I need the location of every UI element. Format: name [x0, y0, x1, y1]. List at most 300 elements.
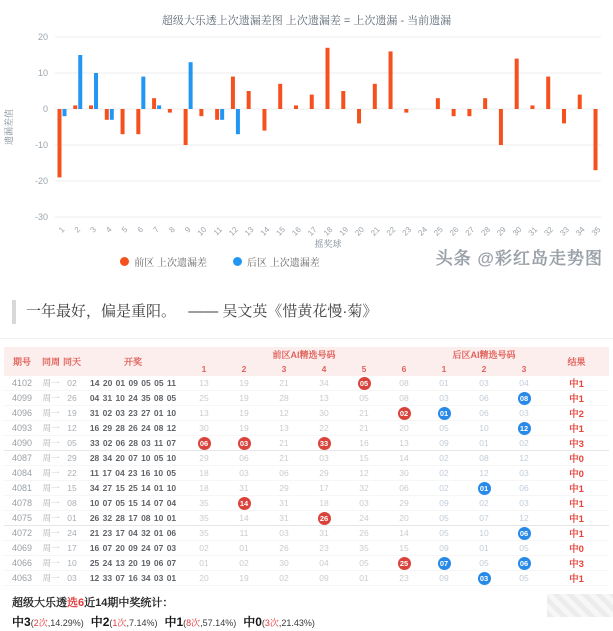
- watermark: 头条 @彩红岛走势图: [435, 249, 603, 268]
- chart-bar: [168, 109, 172, 113]
- stat-item: 中3(2次,14.29%): [12, 615, 84, 629]
- front-hit-badge: 02: [398, 407, 411, 420]
- draw-cell: 26 32 28 17 08 10 01: [82, 511, 184, 526]
- chart-bar: [515, 59, 519, 109]
- front-ai-cell: [384, 556, 424, 571]
- front-ai-cell: 03: [304, 451, 344, 466]
- chart-bar: [199, 109, 203, 116]
- quote-block: [12, 300, 601, 324]
- draw-cell: 28 34 20 07 10 05 10: [82, 451, 184, 466]
- front-ai-cell: [184, 436, 224, 451]
- front-ai-cell: 19: [224, 376, 264, 391]
- chart-bar: [121, 109, 125, 134]
- x-tick-label: 11: [211, 225, 225, 238]
- x-tick-label: 25: [432, 225, 445, 238]
- result-cell: 中3: [544, 556, 609, 571]
- result-cell: 中1: [544, 511, 609, 526]
- x-tick-label: 16: [290, 225, 303, 238]
- x-axis-label: 摇奖球: [314, 239, 342, 249]
- x-tick-label: 28: [479, 225, 493, 238]
- result-cell: 中1: [544, 481, 609, 496]
- week-cell: 周一: [40, 391, 62, 406]
- front-ai-cell: 09: [304, 571, 344, 586]
- omission-diff-chart-section: [0, 0, 613, 288]
- y-tick-label: 20: [37, 32, 48, 42]
- stats-title-pick6: 选6: [67, 597, 85, 609]
- back-ai-cell: 09: [424, 496, 464, 511]
- front-ai-cell: 30: [384, 466, 424, 481]
- front-ai-cell: 01: [184, 556, 224, 571]
- back-ai-cell: 09: [424, 436, 464, 451]
- stat-item: 中0(3次,21.43%): [243, 615, 315, 629]
- col-group-back-ai: 后区AI精选号码: [424, 347, 544, 362]
- back-ai-cell: 05: [504, 571, 544, 586]
- back-ai-cell: 02: [464, 496, 504, 511]
- day-cell: 05: [62, 436, 82, 451]
- front-ai-cell: [224, 496, 264, 511]
- chart-bar: [326, 48, 330, 109]
- front-ai-cell: 24: [344, 511, 384, 526]
- draw-cell: 11 17 04 23 16 10 05: [82, 466, 184, 481]
- issue-cell: 4102: [4, 376, 40, 391]
- front-ai-cell: 22: [304, 421, 344, 436]
- issue-cell: 4078: [4, 496, 40, 511]
- table-row: [4, 511, 609, 526]
- chart-bar: [231, 77, 235, 109]
- front-hit-badge: 33: [318, 437, 331, 450]
- back-ai-cell: 03: [464, 376, 504, 391]
- front-ai-cell: 15: [384, 541, 424, 556]
- table-row: [4, 436, 609, 451]
- chart-bar: [215, 109, 219, 120]
- table-row: [4, 421, 609, 436]
- chart-bar: [157, 105, 161, 109]
- front-ai-cell: 19: [224, 406, 264, 421]
- front-ai-cell: 19: [224, 421, 264, 436]
- back-ai-cell: [504, 526, 544, 541]
- result-cell: 中0: [544, 466, 609, 481]
- chart-bar: [141, 77, 145, 109]
- front-ai-cell: 21: [264, 451, 304, 466]
- draw-cell: 33 02 06 28 03 11 07: [82, 436, 184, 451]
- chart-bar: [58, 109, 62, 177]
- draw-cell: 10 07 05 15 14 07 04: [82, 496, 184, 511]
- front-ai-cell: 29: [264, 481, 304, 496]
- chart-bar: [499, 109, 503, 145]
- front-ai-cell: 29: [184, 451, 224, 466]
- col-header-draw: 开奖: [82, 347, 184, 376]
- draw-cell: 31 02 03 23 27 01 10: [82, 406, 184, 421]
- back-subcol-header: 2: [464, 362, 504, 376]
- day-cell: 02: [62, 376, 82, 391]
- chart-bar: [247, 91, 251, 109]
- day-cell: 10: [62, 556, 82, 571]
- back-hit-badge: 01: [438, 407, 451, 420]
- back-ai-cell: 05: [424, 526, 464, 541]
- x-tick-label: 35: [589, 225, 603, 238]
- quote-attribution: —— 吴文英《惜黄花慢·菊》: [188, 303, 378, 320]
- back-ai-cell: 09: [424, 571, 464, 586]
- x-tick-label: 21: [369, 225, 382, 238]
- chart-bar: [546, 77, 550, 109]
- front-subcol-header: 1: [184, 362, 224, 376]
- stat-item: 中1(8次,57.14%): [164, 615, 237, 629]
- x-tick-label: 1: [56, 225, 67, 235]
- chart-bar: [63, 109, 67, 116]
- front-ai-cell: 23: [384, 571, 424, 586]
- week-cell: 周一: [40, 541, 62, 556]
- legend-item-front[interactable]: [120, 254, 207, 269]
- day-cell: 29: [62, 451, 82, 466]
- front-ai-cell: 08: [384, 376, 424, 391]
- back-ai-cell: 05: [504, 541, 544, 556]
- week-cell: 周一: [40, 526, 62, 541]
- x-tick-label: 23: [400, 225, 414, 238]
- back-hit-badge: 01: [478, 482, 491, 495]
- back-ai-cell: 07: [464, 511, 504, 526]
- issue-cell: 4090: [4, 436, 40, 451]
- front-hit-badge: 25: [398, 557, 411, 570]
- y-tick-label: -20: [34, 176, 48, 186]
- x-tick-label: 7: [151, 225, 162, 235]
- table-row: [4, 481, 609, 496]
- issue-cell: 4096: [4, 406, 40, 421]
- watermark-mosaic: [547, 594, 613, 617]
- front-ai-cell: 26: [264, 541, 304, 556]
- week-cell: 周一: [40, 571, 62, 586]
- table-row: [4, 376, 609, 391]
- back-ai-cell: 03: [504, 406, 544, 421]
- back-ai-cell: [504, 556, 544, 571]
- divider: [0, 338, 613, 339]
- front-ai-cell: 05: [344, 556, 384, 571]
- chart-bar: [262, 109, 266, 131]
- front-ai-cell: 26: [344, 526, 384, 541]
- chart-bar: [220, 109, 224, 120]
- x-tick-label: 12: [227, 225, 240, 238]
- front-ai-cell: 12: [264, 406, 304, 421]
- front-ai-cell: 03: [344, 496, 384, 511]
- stats-title-prefix: 超级大乐透: [12, 597, 67, 609]
- result-cell: 中1: [544, 421, 609, 436]
- chart-bar: [389, 51, 393, 109]
- front-hit-badge: 03: [238, 437, 251, 450]
- back-ai-cell: 02: [504, 436, 544, 451]
- back-ai-cell: 09: [424, 541, 464, 556]
- front-ai-cell: 13: [384, 436, 424, 451]
- back-ai-cell: 02: [424, 451, 464, 466]
- chart-title: 超级大乐透上次遗漏差图 上次遗漏差 = 上次遗漏 - 当前遗漏: [161, 15, 452, 27]
- table-row: [4, 466, 609, 481]
- front-ai-cell: [344, 376, 384, 391]
- draw-cell: 21 23 17 04 32 01 06: [82, 526, 184, 541]
- draw-cell: 25 24 13 20 19 06 07: [82, 556, 184, 571]
- x-tick-label: 26: [447, 225, 461, 238]
- chart-bar: [373, 84, 377, 109]
- front-series-dot-icon: [120, 257, 129, 266]
- day-cell: 01: [62, 511, 82, 526]
- back-ai-cell: 12: [504, 511, 544, 526]
- front-hit-badge: 05: [358, 377, 371, 390]
- back-ai-cell: 12: [504, 451, 544, 466]
- back-ai-cell: 06: [464, 391, 504, 406]
- day-cell: 22: [62, 466, 82, 481]
- day-cell: 15: [62, 481, 82, 496]
- issue-cell: 4069: [4, 541, 40, 556]
- chart-bar: [294, 105, 298, 109]
- front-ai-cell: 13: [304, 391, 344, 406]
- quote-text: 一年最好，偏是重阳。: [26, 303, 177, 320]
- result-cell: 中0: [544, 451, 609, 466]
- front-ai-cell: 30: [184, 421, 224, 436]
- chart-bar: [530, 105, 534, 109]
- result-cell: 中3: [544, 436, 609, 451]
- table-row: [4, 571, 609, 586]
- front-ai-cell: 02: [264, 571, 304, 586]
- chart-bar: [110, 109, 114, 120]
- x-tick-label: 29: [495, 225, 508, 238]
- x-tick-label: 3: [88, 225, 98, 235]
- front-ai-cell: 06: [264, 466, 304, 481]
- table-row: [4, 391, 609, 406]
- result-cell: 中1: [544, 496, 609, 511]
- back-ai-cell: 02: [424, 466, 464, 481]
- chart-bar: [404, 109, 408, 113]
- back-hit-badge: 07: [438, 557, 451, 570]
- front-ai-cell: 08: [384, 391, 424, 406]
- draw-cell: 04 31 10 24 35 08 05: [82, 391, 184, 406]
- stats-title: [12, 594, 613, 610]
- x-tick-label: 2: [72, 225, 83, 235]
- x-tick-label: 10: [195, 225, 209, 238]
- front-ai-cell: 21: [264, 436, 304, 451]
- back-ai-cell: [464, 481, 504, 496]
- front-ai-cell: [224, 436, 264, 451]
- back-hit-badge: 12: [518, 422, 531, 435]
- front-ai-cell: 29: [304, 466, 344, 481]
- back-subcol-header: 3: [504, 362, 544, 376]
- legend-label-back: 后区 上次遗漏差: [247, 258, 320, 269]
- front-ai-cell: 35: [184, 526, 224, 541]
- front-ai-cell: 25: [184, 391, 224, 406]
- chart-bar: [278, 84, 282, 109]
- back-ai-cell: [424, 556, 464, 571]
- week-cell: 周一: [40, 421, 62, 436]
- front-ai-cell: 19: [224, 391, 264, 406]
- stat-item: 中2(1次,7.14%): [90, 615, 158, 629]
- front-hit-badge: 26: [318, 512, 331, 525]
- draw-cell: 16 07 20 09 24 07 03: [82, 541, 184, 556]
- front-ai-cell: 32: [344, 481, 384, 496]
- issue-cell: 4075: [4, 511, 40, 526]
- back-ai-cell: 03: [504, 496, 544, 511]
- week-cell: 周一: [40, 406, 62, 421]
- chart-bar: [310, 95, 314, 109]
- day-cell: 19: [62, 406, 82, 421]
- y-tick-label: -30: [34, 212, 48, 222]
- back-ai-cell: 06: [504, 481, 544, 496]
- x-tick-label: 8: [167, 225, 177, 235]
- front-ai-cell: 19: [224, 571, 264, 586]
- front-hit-badge: 06: [198, 437, 211, 450]
- front-ai-cell: 01: [344, 571, 384, 586]
- chart-bar: [152, 98, 156, 109]
- front-ai-cell: 31: [264, 496, 304, 511]
- front-ai-cell: 18: [184, 466, 224, 481]
- back-ai-cell: 02: [424, 481, 464, 496]
- front-ai-cell: 20: [184, 571, 224, 586]
- back-ai-cell: 03: [504, 466, 544, 481]
- week-cell: 周一: [40, 451, 62, 466]
- front-ai-cell: 01: [224, 541, 264, 556]
- front-subcol-header: 4: [304, 362, 344, 376]
- back-hit-badge: 06: [518, 527, 531, 540]
- front-ai-cell: 06: [384, 481, 424, 496]
- chart-bar: [89, 105, 93, 109]
- table-row: [4, 556, 609, 571]
- x-tick-label: 33: [558, 225, 571, 238]
- chart-bar: [189, 62, 193, 109]
- back-ai-cell: 05: [464, 556, 504, 571]
- front-ai-cell: 34: [304, 376, 344, 391]
- chart-bar: [341, 91, 345, 109]
- chart-bar: [94, 73, 98, 109]
- chart-bar: [136, 109, 140, 134]
- front-ai-cell: 02: [224, 556, 264, 571]
- day-cell: 08: [62, 496, 82, 511]
- back-ai-cell: 03: [424, 391, 464, 406]
- result-cell: 中1: [544, 376, 609, 391]
- x-tick-label: 30: [510, 225, 524, 238]
- draw-cell: 14 20 01 09 05 05 11: [82, 376, 184, 391]
- front-ai-cell: [384, 406, 424, 421]
- y-axis-label: 遗漏差值: [4, 108, 14, 146]
- col-header-day: 同天: [62, 347, 82, 376]
- week-cell: 周一: [40, 481, 62, 496]
- x-tick-label: 18: [321, 225, 335, 238]
- chart-bar: [562, 109, 566, 123]
- front-ai-cell: 17: [304, 481, 344, 496]
- stats-title-suffix: 近14期中奖统计：: [84, 597, 174, 609]
- front-ai-cell: 03: [224, 466, 264, 481]
- result-cell: 中0: [544, 541, 609, 556]
- chart-bar: [578, 95, 582, 109]
- chart-bar: [467, 109, 471, 116]
- result-cell: 中1: [544, 526, 609, 541]
- issue-cell: 4081: [4, 481, 40, 496]
- col-header-result: 结果: [544, 347, 609, 376]
- table-row: [4, 406, 609, 421]
- x-tick-label: 22: [384, 225, 398, 238]
- x-tick-label: 34: [573, 225, 587, 238]
- back-ai-cell: 01: [464, 436, 504, 451]
- back-hit-badge: 03: [478, 572, 491, 585]
- issue-cell: 4072: [4, 526, 40, 541]
- day-cell: 12: [62, 421, 82, 436]
- chart-bar: [78, 55, 82, 109]
- week-cell: 周一: [40, 466, 62, 481]
- issue-cell: 4099: [4, 391, 40, 406]
- front-ai-cell: 04: [304, 556, 344, 571]
- chart-bar: [594, 109, 598, 170]
- omission-diff-chart: [0, 0, 613, 252]
- front-ai-cell: 21: [344, 421, 384, 436]
- week-cell: 周一: [40, 376, 62, 391]
- y-tick-label: 10: [37, 68, 48, 78]
- result-cell: 中2: [544, 406, 609, 421]
- issue-cell: 4093: [4, 421, 40, 436]
- x-tick-label: 31: [526, 225, 540, 238]
- x-tick-label: 6: [135, 225, 146, 235]
- chart-bar: [483, 98, 487, 109]
- x-tick-label: 20: [353, 225, 366, 238]
- front-ai-cell: 18: [304, 496, 344, 511]
- result-cell: 中1: [544, 391, 609, 406]
- chart-bar: [357, 109, 361, 123]
- front-ai-cell: 30: [304, 406, 344, 421]
- front-ai-cell: 06: [224, 451, 264, 466]
- front-ai-cell: 14: [224, 511, 264, 526]
- back-ai-cell: [424, 406, 464, 421]
- chart-bar: [73, 105, 77, 109]
- x-tick-label: 15: [274, 225, 288, 238]
- issue-cell: 4084: [4, 466, 40, 481]
- front-ai-cell: 35: [184, 496, 224, 511]
- chart-legend: [0, 254, 440, 269]
- col-header-week: 同周: [40, 347, 62, 376]
- front-ai-cell: [304, 511, 344, 526]
- front-ai-cell: 30: [264, 556, 304, 571]
- y-tick-label: 0: [42, 104, 48, 114]
- issue-cell: 4087: [4, 451, 40, 466]
- back-subcol-header: 1: [424, 362, 464, 376]
- x-tick-label: 32: [542, 225, 556, 238]
- legend-label-front: 前区 上次遗漏差: [134, 258, 207, 269]
- chart-bar: [105, 109, 109, 120]
- back-ai-cell: [464, 571, 504, 586]
- front-subcol-header: 6: [384, 362, 424, 376]
- front-ai-cell: 18: [184, 481, 224, 496]
- table-row: [4, 451, 609, 466]
- front-subcol-header: 2: [224, 362, 264, 376]
- week-cell: 周一: [40, 511, 62, 526]
- front-ai-cell: 14: [384, 451, 424, 466]
- front-ai-cell: 13: [264, 421, 304, 436]
- back-ai-cell: 01: [424, 376, 464, 391]
- front-ai-cell: 29: [384, 496, 424, 511]
- issue-cell: 4066: [4, 556, 40, 571]
- stats-line: [12, 613, 613, 631]
- draw-cell: 16 29 28 26 24 08 12: [82, 421, 184, 436]
- day-cell: 17: [62, 541, 82, 556]
- back-ai-cell: [504, 391, 544, 406]
- issue-cell: 4063: [4, 571, 40, 586]
- front-ai-cell: 15: [344, 451, 384, 466]
- front-ai-cell: 03: [264, 526, 304, 541]
- back-ai-cell: 12: [464, 466, 504, 481]
- front-hit-badge: 14: [238, 497, 251, 510]
- back-ai-cell: 01: [464, 541, 504, 556]
- x-tick-label: 19: [337, 225, 351, 238]
- front-ai-cell: 02: [184, 541, 224, 556]
- x-tick-label: 5: [119, 225, 130, 235]
- back-hit-badge: 06: [518, 557, 531, 570]
- legend-item-back[interactable]: [233, 254, 320, 269]
- chart-bar: [236, 109, 240, 134]
- table-row: [4, 496, 609, 511]
- front-ai-cell: 21: [344, 406, 384, 421]
- col-header-issue: 期号: [4, 347, 40, 376]
